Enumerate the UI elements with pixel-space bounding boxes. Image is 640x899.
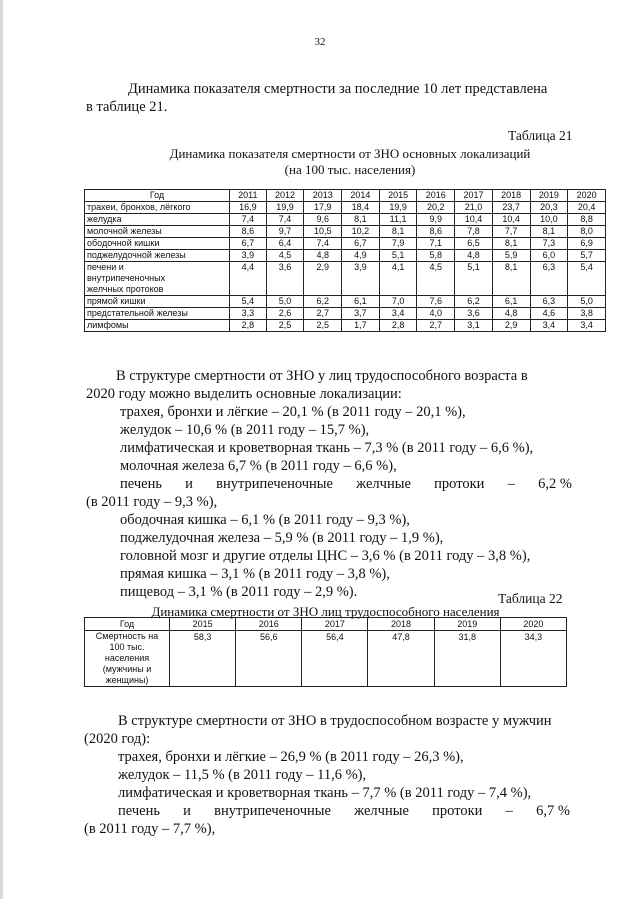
word: внутрипеченочные xyxy=(216,476,333,492)
table-row xyxy=(85,238,606,250)
word: внутрипеченочные xyxy=(214,803,331,819)
table21-cell: 3,1 xyxy=(455,320,493,332)
table22-cell: 56,6 xyxy=(236,631,302,687)
row-label-line: печени и xyxy=(87,262,124,272)
row-label-line: населения xyxy=(104,653,150,663)
table21-cell: 8,0 xyxy=(568,226,606,238)
table-row xyxy=(85,262,606,296)
table22-label: Таблица 22 xyxy=(498,591,563,606)
table21-cell: 2,5 xyxy=(304,320,342,332)
table21-cell: 10,4 xyxy=(492,214,530,226)
table22-header-cell: Год xyxy=(85,618,170,631)
table21-cell: 4,0 xyxy=(417,308,455,320)
table22-row-label xyxy=(85,631,170,687)
table-row xyxy=(85,250,606,262)
word: протоки xyxy=(434,476,485,492)
word: и xyxy=(183,803,191,819)
table22-cell: 56,4 xyxy=(302,631,368,687)
table21-row-label: поджелудочной железы xyxy=(85,250,230,262)
table21-cell: 8,1 xyxy=(492,262,530,296)
table21-cell: 11,1 xyxy=(379,214,417,226)
structure1-liver-cont: (в 2011 году – 9,3 %), xyxy=(86,494,218,510)
table21-cell: 6,3 xyxy=(530,262,568,296)
table21-cell: 7,7 xyxy=(492,226,530,238)
word: – xyxy=(507,476,515,492)
table21-cell: 6,2 xyxy=(455,296,493,308)
table21-cell: 20,2 xyxy=(417,202,455,214)
table21-cell: 10,2 xyxy=(342,226,380,238)
row-label-line: Смертность на xyxy=(95,631,159,641)
table21-cell: 6,3 xyxy=(530,296,568,308)
word: печень xyxy=(120,476,162,492)
table21-row-label: трахеи, бронхов, лёгкого xyxy=(85,202,230,214)
table21-cell: 23,7 xyxy=(492,202,530,214)
table21-cell: 8,8 xyxy=(568,214,606,226)
table21-cell: 20,3 xyxy=(530,202,568,214)
table21-cell: 16,9 xyxy=(230,202,267,214)
table21-cell: 9,7 xyxy=(266,226,304,238)
intro-line-1: Динамика показателя смертности за последние 10 лет представлена xyxy=(128,81,548,97)
table22-header-cell: 2019 xyxy=(434,618,500,631)
table21 xyxy=(84,189,606,332)
table21-row-label: ободочной кишки xyxy=(85,238,230,250)
table21-cell: 20,4 xyxy=(568,202,606,214)
table21-header-cell: 2020 xyxy=(568,190,606,202)
table21-cell: 6,0 xyxy=(530,250,568,262)
row-label-line: (мужчины и xyxy=(102,664,152,674)
table21-cell: 6,4 xyxy=(266,238,304,250)
table21-row-label: желудка xyxy=(85,214,230,226)
row-label-line: 100 тыс. xyxy=(109,642,145,652)
table21-cell: 4,1 xyxy=(379,262,417,296)
structure2-item: желудок – 11,5 % (в 2011 году – 11,6 %), xyxy=(118,767,367,783)
table21-cell: 7,8 xyxy=(455,226,493,238)
table21-cell: 10,0 xyxy=(530,214,568,226)
table21-cell: 2,6 xyxy=(266,308,304,320)
word: и xyxy=(185,476,193,492)
word: – xyxy=(505,803,513,819)
table-row xyxy=(85,214,606,226)
structure1-item: ободочная кишка – 6,1 % (в 2011 году – 9,3 %), xyxy=(120,512,410,528)
table21-cell: 7,9 xyxy=(379,238,417,250)
table21-cell: 7,4 xyxy=(304,238,342,250)
table21-title-line2: (на 100 тыс. населения) xyxy=(284,162,416,177)
table21-cell: 3,9 xyxy=(230,250,267,262)
word: 6,2 % xyxy=(538,476,572,492)
table21-row-label: молочной железы xyxy=(85,226,230,238)
table21-cell: 8,6 xyxy=(417,226,455,238)
table22-header-cell: 2018 xyxy=(368,618,434,631)
table21-cell: 5,7 xyxy=(568,250,606,262)
table21-cell: 10,5 xyxy=(304,226,342,238)
table21-cell: 3,4 xyxy=(379,308,417,320)
table21-cell: 8,1 xyxy=(379,226,417,238)
structure2-liver-line xyxy=(118,802,570,820)
table21-header-cell: Год xyxy=(85,190,230,202)
table21-cell: 2,9 xyxy=(304,262,342,296)
table21-header-cell: 2018 xyxy=(492,190,530,202)
table-row xyxy=(85,308,606,320)
row-label-line: желчных протоков xyxy=(87,284,164,294)
table21-cell: 8,1 xyxy=(342,214,380,226)
table21-cell: 9,6 xyxy=(304,214,342,226)
table-row xyxy=(85,320,606,332)
table22-cell: 58,3 xyxy=(170,631,236,687)
table21-cell: 8,1 xyxy=(492,238,530,250)
table21-cell: 7,6 xyxy=(417,296,455,308)
structure2-item: лимфатическая и кроветворная ткань – 7,7 % (в 2011 году – 7,4 %), xyxy=(118,785,532,801)
table22-cell: 34,3 xyxy=(500,631,566,687)
table21-cell: 4,8 xyxy=(304,250,342,262)
table-row xyxy=(85,202,606,214)
table21-row-label: предстательной железы xyxy=(85,308,230,320)
table21-cell: 5,1 xyxy=(455,262,493,296)
structure1-item: пищевод – 3,1 % (в 2011 году – 2,9 %). xyxy=(120,584,358,600)
structure2-intro-line1: В структуре смертности от ЗНО в трудоспособном возрасте у мужчин xyxy=(118,713,552,729)
table22-cell: 31,8 xyxy=(434,631,500,687)
table21-row-label: прямой кишки xyxy=(85,296,230,308)
table22-header-cell: 2020 xyxy=(500,618,566,631)
table21-cell: 6,5 xyxy=(455,238,493,250)
table21-cell: 4,8 xyxy=(492,308,530,320)
table21-row-label: лимфомы xyxy=(85,320,230,332)
table21-header-cell: 2015 xyxy=(379,190,417,202)
table21-cell: 5,4 xyxy=(230,296,267,308)
table21-cell: 5,4 xyxy=(568,262,606,296)
table21-header-cell: 2013 xyxy=(304,190,342,202)
page-edge-shadow xyxy=(0,0,3,899)
table22-header-cell: 2017 xyxy=(302,618,368,631)
table21-cell: 7,4 xyxy=(266,214,304,226)
table21-cell: 9,9 xyxy=(417,214,455,226)
table21-cell: 2,7 xyxy=(304,308,342,320)
table21-cell: 5,1 xyxy=(379,250,417,262)
word: протоки xyxy=(432,803,483,819)
table21-cell: 4,9 xyxy=(342,250,380,262)
table21-cell: 4,5 xyxy=(266,250,304,262)
structure1-item: прямая кишка – 3,1 % (в 2011 году – 3,8 %), xyxy=(120,566,390,582)
table21-cell: 7,1 xyxy=(417,238,455,250)
structure1-intro-line2: 2020 году можно выделить основные локализации: xyxy=(86,386,402,402)
structure1-item: желудок – 10,6 % (в 2011 году – 15,7 %), xyxy=(120,422,370,438)
table22-cell: 47,8 xyxy=(368,631,434,687)
table21-cell: 6,7 xyxy=(342,238,380,250)
table21-cell: 2,8 xyxy=(230,320,267,332)
table22-row xyxy=(85,631,567,687)
word: 6,7 % xyxy=(536,803,570,819)
table21-cell: 19,9 xyxy=(266,202,304,214)
structure2-liver-cont: (в 2011 году – 7,7 %), xyxy=(84,821,216,837)
table21-cell: 8,1 xyxy=(530,226,568,238)
table21-cell: 6,2 xyxy=(304,296,342,308)
table21-cell: 6,1 xyxy=(342,296,380,308)
row-label-line: женщины) xyxy=(105,675,149,685)
table22-header-cell: 2016 xyxy=(236,618,302,631)
word: желчные xyxy=(356,476,411,492)
table21-cell: 4,5 xyxy=(417,262,455,296)
table-row xyxy=(85,226,606,238)
structure1-item: поджелудочная железа – 5,9 % (в 2011 году – 1,9 %), xyxy=(120,530,444,546)
table21-header-cell: 2011 xyxy=(230,190,267,202)
table21-cell: 1,7 xyxy=(342,320,380,332)
table21-cell: 6,9 xyxy=(568,238,606,250)
table21-cell: 18,4 xyxy=(342,202,380,214)
table21-cell: 3,6 xyxy=(266,262,304,296)
table21-body xyxy=(85,202,606,332)
row-label-line: внутрипеченочных xyxy=(87,273,166,283)
structure1-intro-line1: В структуре смертности от ЗНО у лиц трудоспособного возраста в xyxy=(116,368,528,384)
word: желчные xyxy=(354,803,409,819)
table21-cell: 5,0 xyxy=(568,296,606,308)
table21-cell: 4,4 xyxy=(230,262,267,296)
table21-cell: 2,8 xyxy=(379,320,417,332)
table21-header-cell: 2012 xyxy=(266,190,304,202)
table21-header-cell: 2016 xyxy=(417,190,455,202)
table21-cell: 5,0 xyxy=(266,296,304,308)
table21-cell: 2,9 xyxy=(492,320,530,332)
table21-cell: 3,4 xyxy=(568,320,606,332)
table21-cell: 3,4 xyxy=(530,320,568,332)
structure1-item: головной мозг и другие отделы ЦНС – 3,6 % (в 2011 году – 3,8 %), xyxy=(120,548,531,564)
table22-header-row xyxy=(85,618,567,631)
table21-cell: 6,1 xyxy=(492,296,530,308)
table21-cell: 6,7 xyxy=(230,238,267,250)
word: печень xyxy=(118,803,160,819)
table21-title-line1: Динамика показателя смертности от ЗНО основных локализаций xyxy=(169,146,531,161)
table21-cell: 3,9 xyxy=(342,262,380,296)
structure1-liver-line xyxy=(120,475,572,493)
table21-cell: 7,3 xyxy=(530,238,568,250)
table21-cell: 5,8 xyxy=(417,250,455,262)
table21-cell: 7,4 xyxy=(230,214,267,226)
table21-header-cell: 2019 xyxy=(530,190,568,202)
table22-title: Динамика смертности от ЗНО лиц трудоспособного населения xyxy=(151,604,500,619)
table21-cell: 3,8 xyxy=(568,308,606,320)
table-row xyxy=(85,296,606,308)
table21-cell: 5,9 xyxy=(492,250,530,262)
structure1-item: трахея, бронхи и лёгкие – 20,1 % (в 2011 году – 20,1 %), xyxy=(120,404,466,420)
table21-cell: 17,9 xyxy=(304,202,342,214)
table21-cell: 2,7 xyxy=(417,320,455,332)
table21-cell: 3,6 xyxy=(455,308,493,320)
table21-header-cell: 2017 xyxy=(455,190,493,202)
page-number: 32 xyxy=(314,36,326,48)
table21-cell: 19,9 xyxy=(379,202,417,214)
structure2-intro-line2: (2020 год): xyxy=(84,731,151,747)
table21-cell: 4,8 xyxy=(455,250,493,262)
table21-label: Таблица 21 xyxy=(508,128,573,143)
table22 xyxy=(84,617,567,687)
structure1-item: лимфатическая и кроветворная ткань – 7,3 % (в 2011 году – 6,6 %), xyxy=(120,440,534,456)
table22-header-cell: 2015 xyxy=(170,618,236,631)
structure2-item: трахея, бронхи и лёгкие – 26,9 % (в 2011 году – 26,3 %), xyxy=(118,749,464,765)
table21-cell: 21,0 xyxy=(455,202,493,214)
table21-cell: 3,7 xyxy=(342,308,380,320)
table21-cell: 3,3 xyxy=(230,308,267,320)
structure1-item: молочная железа 6,7 % (в 2011 году – 6,6 %), xyxy=(120,458,397,474)
table21-cell: 8,6 xyxy=(230,226,267,238)
table21-header-cell: 2014 xyxy=(342,190,380,202)
intro-line-2: в таблице 21. xyxy=(86,99,168,115)
table21-cell: 10,4 xyxy=(455,214,493,226)
table21-cell: 4,6 xyxy=(530,308,568,320)
table21-row-label xyxy=(85,262,230,296)
table21-header-row xyxy=(85,190,606,202)
table21-cell: 7,0 xyxy=(379,296,417,308)
table21-cell: 2,5 xyxy=(266,320,304,332)
